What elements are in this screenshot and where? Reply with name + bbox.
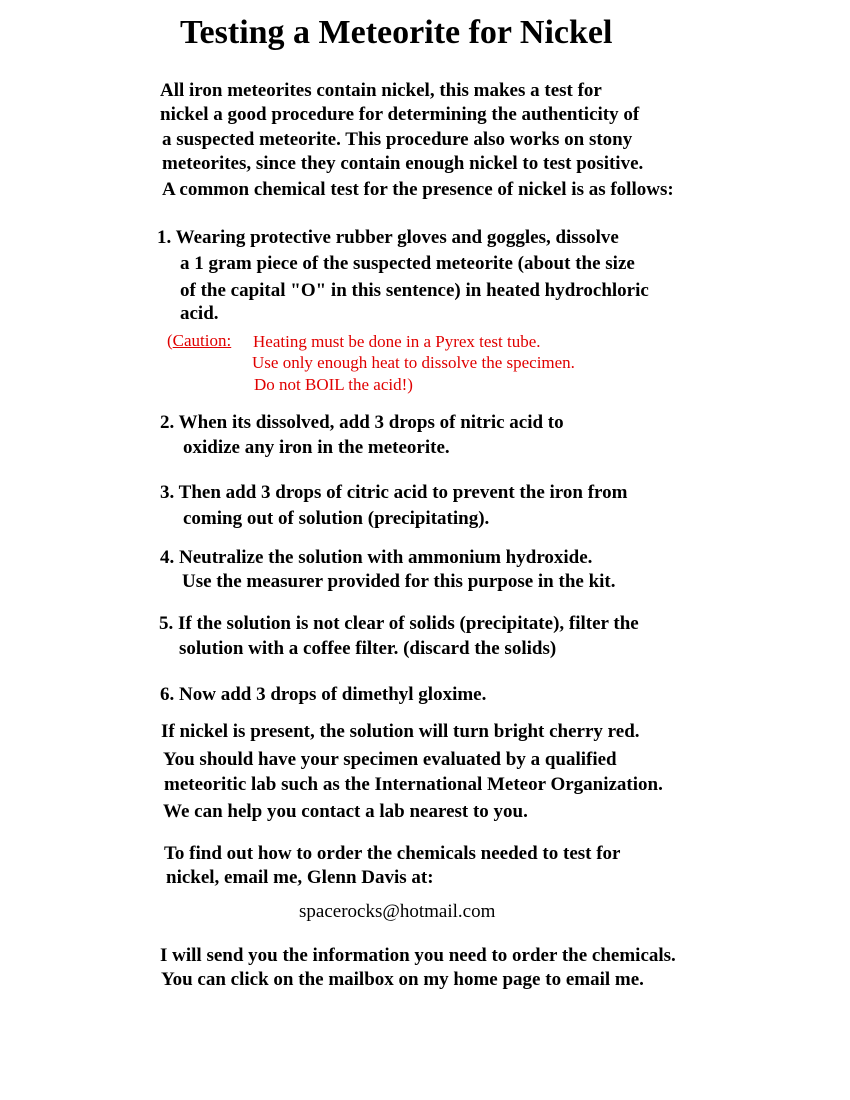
step-3-line: coming out of solution (precipitating). [183, 508, 490, 529]
result-line: You should have your specimen evaluated by a qualified [163, 749, 617, 770]
step-4-line: Use the measurer provided for this purpose in the kit. [182, 571, 616, 592]
step-5-line: solution with a coffee filter. (discard the solids) [179, 638, 557, 659]
caution-line: Heating must be done in a Pyrex test tube. [253, 332, 541, 351]
caution-line: Do not BOIL the acid!) [254, 375, 413, 394]
order-line: To find out how to order the chemicals needed to test for [164, 843, 621, 864]
step-1-line: a 1 gram piece of the suspected meteorite (about the size [180, 253, 635, 274]
intro-line: meteorites, since they contain enough nickel to test positive. [162, 153, 644, 174]
caution-line: Use only enough heat to dissolve the specimen. [252, 353, 575, 372]
step-3-line: 3. Then add 3 drops of citric acid to prevent the iron from [160, 482, 628, 503]
result-line: We can help you contact a lab nearest to you. [163, 801, 528, 822]
intro-line: A common chemical test for the presence of nickel is as follows: [162, 179, 674, 200]
order-line: nickel, email me, Glenn Davis at: [166, 867, 434, 888]
caution-label-text: Caution: [172, 331, 232, 350]
step-1-line: 1. Wearing protective rubber gloves and goggles, dissolve [157, 227, 619, 248]
step-6-line: 6. Now add 3 drops of dimethyl gloxime. [160, 684, 487, 705]
step-2-line: oxidize any iron in the meteorite. [183, 437, 450, 458]
step-2-line: 2. When its dissolved, add 3 drops of nitric acid to [160, 412, 564, 433]
step-5-line: 5. If the solution is not clear of solids (precipitate), filter the [159, 613, 639, 634]
result-line: If nickel is present, the solution will turn bright cherry red. [161, 721, 640, 742]
closing-line: I will send you the information you need to order the chemicals. [160, 945, 676, 966]
intro-line: a suspected meteorite. This procedure also works on stony [162, 129, 633, 150]
intro-line: All iron meteorites contain nickel, this makes a test for [160, 80, 602, 101]
caution-label [167, 330, 231, 352]
page-title: Testing a Meteorite for Nickel [180, 14, 613, 51]
caution-open-paren: ( [167, 331, 173, 350]
step-1-line: acid. [180, 303, 219, 324]
step-4-line: 4. Neutralize the solution with ammonium hydroxide. [160, 547, 593, 568]
step-1-line: of the capital "O" in this sentence) in heated hydrochloric [180, 280, 649, 301]
email-address[interactable]: spacerocks@hotmail.com [299, 901, 496, 922]
closing-line: You can click on the mailbox on my home page to email me. [161, 969, 644, 990]
intro-line: nickel a good procedure for determining the authenticity of [160, 104, 640, 125]
result-line: meteoritic lab such as the International Meteor Organization. [164, 774, 663, 795]
